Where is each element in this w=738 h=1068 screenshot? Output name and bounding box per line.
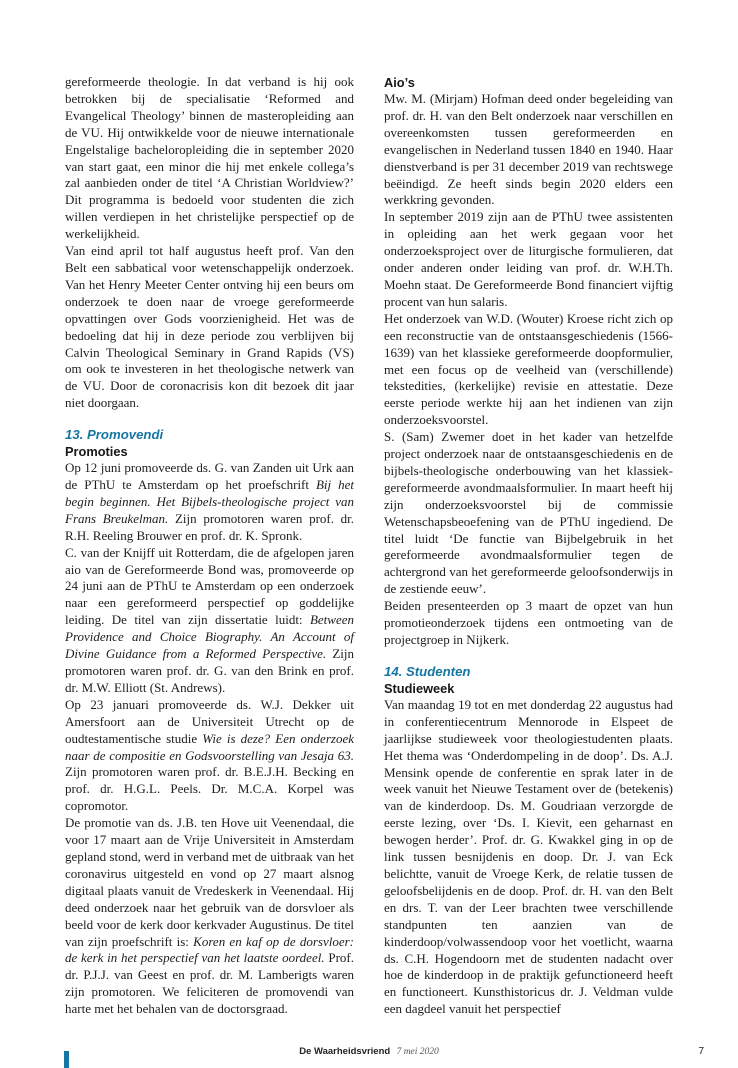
paragraph bbox=[384, 429, 673, 598]
text-segment: Zijn promotoren waren prof. dr. B.E.J.H. Becking en prof. dr. H.G.L. Peels. Dr. M.C.A. Korpel was copromotor. bbox=[65, 764, 354, 814]
issue-date: 7 mei 2020 bbox=[396, 1047, 439, 1057]
paragraph bbox=[384, 598, 673, 649]
footer-center bbox=[0, 1046, 738, 1057]
paragraph bbox=[65, 243, 354, 412]
paragraph bbox=[65, 545, 354, 697]
subheading: Studieweek bbox=[384, 680, 455, 696]
text-segment: C. van der Knijff uit Rotterdam, die de afgelopen jaren aio van de Gereformeerde Bond was, promoveerde op 24 juni aan de PThU te Amsterdam op een onderzoek naar een gereformeerd perspectief op goddelijke leiding. De titel van zijn dissertatie luidt: bbox=[65, 544, 354, 628]
paragraph bbox=[65, 697, 354, 815]
text-segment: Van maandag 19 tot en met donderdag 22 augustus had in conferentiecentrum Mennorode in Elspeet de jaarlijkse studieweek voor theologiestudenten plaats. Het thema was ‘Onderdompeling in de doop’. Ds. A.J. Mensink opende de conferentie en sprak later in de week vanuit het Nieuwe Testament over de (betekenis) van de kinderdoop. Ds. M. Goudriaan verzorgde de eerste lezing, over ‘Ds. I. Kievit, een geharnast en bewogen herder’. Prof. dr. G. Kwakkel ging in op de link tussen besnijdenis en doop. Dr. J. van Eck belichtte, vanuit de Vroege Kerk, de relatie tussen de geloofsbelijdenis en de doop. Prof. dr. H. van den Belt en drs. T. van der Leer brachten twee verschillende standpunten ten aanzien van de kinderdoop/volwassendoop voor het voetlicht, waarna ds. C.H. Hogendoorn met de studenten nadacht over hoe de kinderdoop in de praktijk gefunctioneerd heeft en functioneert. Kunsthistoricus dr. J. Veldman vulde een dagdeel vanuit het perspectief bbox=[384, 696, 673, 1017]
page-footer bbox=[0, 1046, 738, 1062]
text-segment: Zijn promotoren waren prof. dr. G. van den Brink en prof. dr. M.W. Elliott (St. Andrews). bbox=[65, 646, 354, 695]
text-segment: S. (Sam) Zwemer doet in het kader van hetzelfde project onderzoek naar de ontstaansgeschiedenis en de bijbels-theologische onderbouwing van het klassiek-gereformeerde avondmaalsformulier. In maart heeft hij zijn onderzoeksvoorstel bij de commissie Wetenschapsbeoefening van de PThU ingediend. De titel luidt ‘De functie van Bijbelgebruik in het gereformeerde avondmaalsformulier tegen de achtergrond van het gereformeerde geloofsonderwijs in de zestiende eeuw’. bbox=[384, 429, 673, 597]
text-segment: gereformeerde theologie. In dat verband is hij ook betrokken bij de specialisatie ‘Reformed and Evangelical Theology’ binnen de masteropleiding aan de VU. Hij ontwikkelde voor de nieuwe internationale Engelstalige bacheloropleiding die in september 2020 van start gaat, een minor die hij met enkele collega’s zal aanbieden onder de titel ‘A Christian Worldview?’ Dit programma is bedoeld voor studenten die zich willen verdiepen in het christelijke perspectief op de werkelijkheid. bbox=[65, 74, 354, 242]
paragraph bbox=[384, 697, 673, 1018]
text-segment: Zijn promotoren waren prof. dr. R.H. Reeling Brouwer en prof. dr. K. Spronk. bbox=[65, 510, 355, 543]
text-segment: Beiden presenteerden op 3 maart de opzet van hun promotieonderzoek tijdens een ontmoeting van de projectgroep in Nijkerk. bbox=[384, 598, 673, 647]
work-title-italic: Bij het begin beginnen. Het Bijbels-theologische project van Frans Breukelman. bbox=[65, 477, 355, 526]
print-registration-mark bbox=[64, 1051, 69, 1068]
section-heading: 13. Promovendi bbox=[65, 427, 164, 443]
paragraph bbox=[384, 311, 673, 429]
paragraph bbox=[384, 91, 673, 209]
paragraph bbox=[65, 815, 354, 1018]
journal-title: De Waarheidsvriend bbox=[299, 1046, 391, 1057]
left-column bbox=[65, 74, 354, 1048]
text-segment: Op 23 januari promoveerde ds. W.J. Dekker uit Amersfoort aan de Universiteit Utrecht op de oudtestamentische studie bbox=[65, 696, 354, 746]
paragraph bbox=[384, 209, 673, 310]
right-column bbox=[384, 74, 673, 1048]
section-heading: 14. Studenten bbox=[384, 663, 471, 679]
text-segment: Prof. dr. P.J.J. van Geest en prof. dr. M. Lamberigts waren zijn promotoren. We feliciteren de promovendi van harte met het behalen van de doctorsgraad. bbox=[65, 950, 354, 1017]
work-title-italic: Wie is deze? Een onderzoek naar de compositie en Godsvoorstelling van Jesaja 63. bbox=[65, 730, 354, 763]
subheading: Promoties bbox=[65, 444, 128, 460]
text-segment: Op 12 juni promoveerde ds. G. van Zanden uit Urk aan de PThU te Amsterdam op het proefschrift bbox=[65, 460, 354, 493]
page-number: 7 bbox=[698, 1046, 704, 1057]
paragraph bbox=[65, 460, 354, 545]
text-segment: Mw. M. (Mirjam) Hofman deed onder begeleiding van prof. dr. H. van den Belt onderzoek naar verschillen en overeenkomsten tussen gereformeerden en evangelischen in Nederland tussen 1840 en 1940. Haar dienstverband is per 31 december 2019 van rechtswege beëindigd. Ze heeft sinds begin 2020 elders een werkkring gevonden. bbox=[384, 91, 673, 208]
text-segment: De promotie van ds. J.B. ten Hove uit Veenendaal, die voor 17 maart aan de Vrije Universiteit in Amsterdam gepland stond, werd in verband met de uitbraak van het coronavirus uitgesteld en vond op 27 maart alsnog digitaal plaats vanuit de Vredeskerk in Veenendaal. Hij deed onderzoek naar het gebruik van de dorsvloer als beeld voor de kerk door kerkvader Augustinus. De titel van zijn proefschrift is: bbox=[65, 815, 354, 949]
content-columns bbox=[65, 74, 673, 1048]
work-title-italic: Between Providence and Choice Biography. An Account of Divine Guidance from a Reformed Perspective. bbox=[65, 612, 354, 662]
work-title-italic: Koren en kaf op de dorsvloer: de kerk in het perspectief van het laatste oordeel. bbox=[65, 933, 354, 966]
text-segment: Van eind april tot half augustus heeft prof. Van den Belt een sabbatical voor wetenschappelijk onderzoek. Van het Henry Meeter Center ontving hij een beurs om onderzoek te doen naar de vroege gereformeerde opvattingen over Gods voorzienigheid. Het was de bedoeling dat hij in deze periode zou verblijven bij Calvin Theological Seminary in Grand Rapids (VS) om ook te investeren in het theologische netwerk van de VU. Door de coronacrisis kon dit bezoek dit jaar niet doorgaan. bbox=[65, 243, 354, 411]
paragraph bbox=[65, 74, 354, 243]
subheading: Aio’s bbox=[384, 75, 415, 90]
text-segment: In september 2019 zijn aan de PThU twee assistenten in opleiding aan het werk gegaan voor het onderzoeksproject over de liturgische formulieren, dat onder anderen onder leiding van prof. dr. W.H.Th. Moehn staat. De Gereformeerde Bond financiert vijftig procent van hun salaris. bbox=[384, 209, 673, 309]
text-segment: Het onderzoek van W.D. (Wouter) Kroese richt zich op een reconstructie van de ontstaansgeschiedenis (1566-1639) van het klassieke gereformeerde doopformulier, met een focus op de veelheid van (verschillende) tekstedities, (kerkelijke) revisie en attestatie. Deze eerste periode werkte hij aan het indienen van zijn onderzoeksvoorstel. bbox=[384, 310, 673, 428]
